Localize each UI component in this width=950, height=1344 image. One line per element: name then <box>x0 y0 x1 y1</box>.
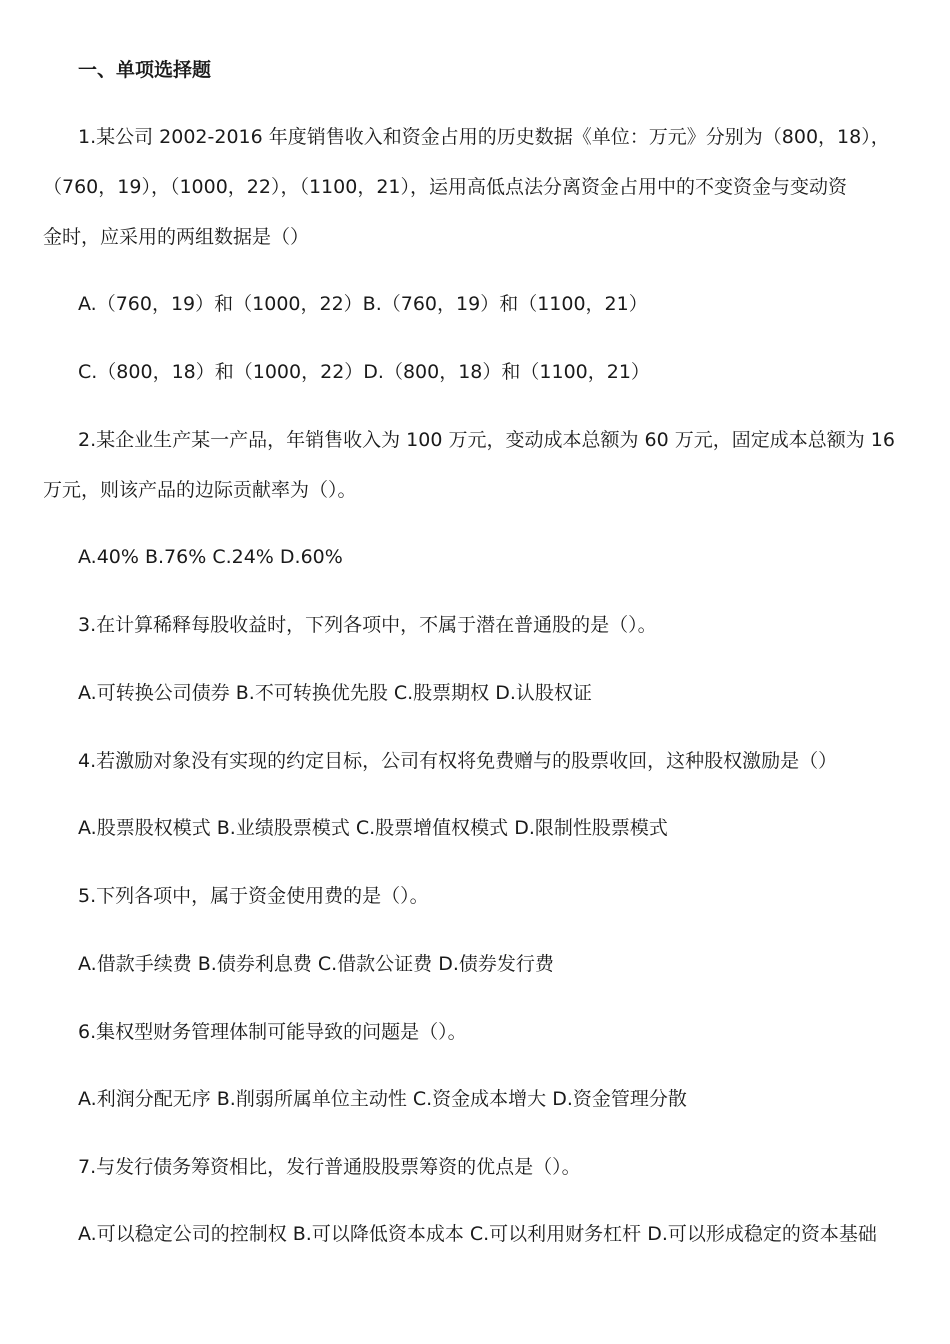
question-7-options: A.可以稳定公司的控制权 B.可以降低资本成本 C.可以利用财务杠杆 D.可以形成稳定的资本基础 <box>78 1223 877 1245</box>
question-4-line-1: 4.若激励对象没有实现的约定目标，公司有权将免费赠与的股票收回，这种股权激励是（） <box>78 750 838 772</box>
question-3-line-1: 3.在计算稀释每股收益时，下列各项中，不属于潜在普通股的是（）。 <box>78 614 657 636</box>
question-1-line-1: 1.某公司 2002-2016 年度销售收入和资金占用的历史数据《单位：万元》分别为（800，18）， <box>78 126 890 148</box>
question-2-line-1: 2.某企业生产某一产品，年销售收入为 100 万元，变动成本总额为 60 万元，固定成本总额为 16 <box>78 429 895 451</box>
question-4-options: A.股票股权模式 B.业绩股票模式 C.股票增值权模式 D.限制性股票模式 <box>78 817 668 839</box>
question-6-options: A.利润分配无序 B.削弱所属单位主动性 C.资金成本增大 D.资金管理分散 <box>78 1088 687 1110</box>
question-7-line-1: 7.与发行债务筹资相比，发行普通股股票筹资的优点是（）。 <box>78 1156 581 1178</box>
question-5-line-1: 5.下列各项中，属于资金使用费的是（）。 <box>78 885 429 907</box>
question-5-options: A.借款手续费 B.债券利息费 C.借款公证费 D.债券发行费 <box>78 953 554 975</box>
question-1-options-1: A.（760，19）和（1000，22）B.（760，19）和（1100，21） <box>78 293 648 315</box>
question-6-line-1: 6.集权型财务管理体制可能导致的问题是（）。 <box>78 1021 467 1043</box>
question-1-line-3: 金时，应采用的两组数据是（） <box>43 226 310 248</box>
question-1-line-2: （760，19），（1000，22），（1100，21），运用高低点法分离资金占用中的不变资金与变动资 <box>43 176 848 198</box>
question-2-options: A.40% B.76% C.24% D.60% <box>78 546 343 568</box>
question-3-options: A.可转换公司债券 B.不可转换优先股 C.股票期权 D.认股权证 <box>78 682 592 704</box>
question-2-line-2: 万元，则该产品的边际贡献率为（）。 <box>43 479 357 501</box>
section-heading: 一、单项选择题 <box>78 59 212 81</box>
question-1-options-2: C.（800，18）和（1000，22）D.（800，18）和（1100，21） <box>78 361 650 383</box>
